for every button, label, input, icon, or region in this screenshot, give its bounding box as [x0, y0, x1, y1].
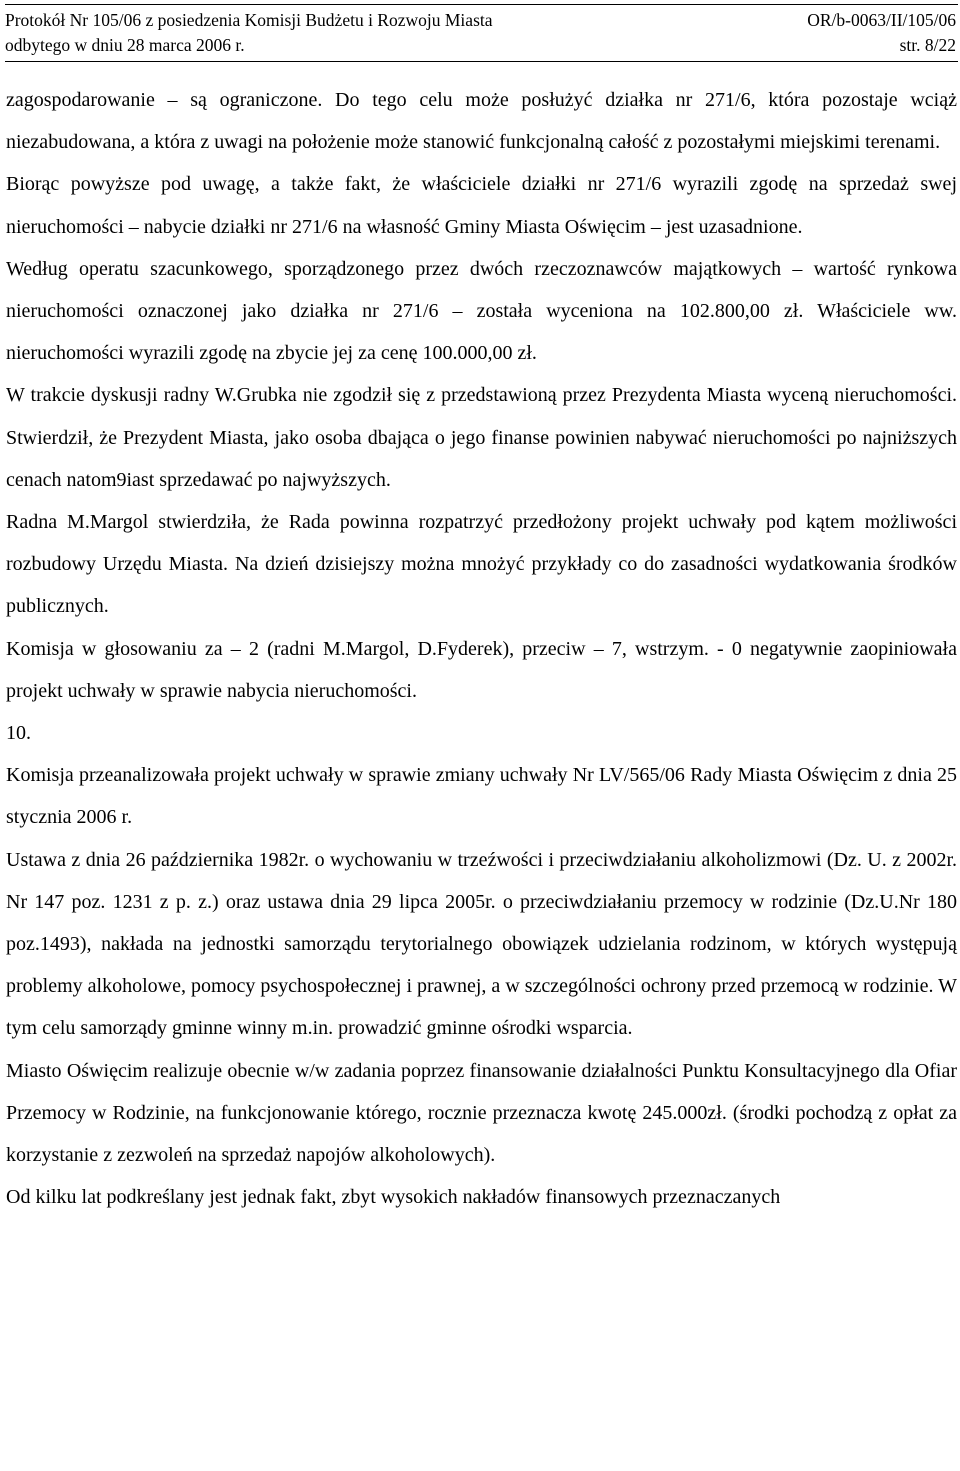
header-row-bottom	[5, 33, 958, 57]
meeting-date: odbytego w dniu 28 marca 2006 r.	[5, 35, 245, 55]
document-reference: OR/b-0063/II/105/06	[807, 10, 956, 30]
paragraph-discussion-grubka: W trakcie dyskusji radny W.Grubka nie zgodził się z przedstawioną przez Prezydenta Miasta wyceną nieruchomości. Stwierdził, że Prezydent Miasta, jako osoba dbająca o jego finanse powinien nabywać nieruchomości po najniższych cenach natom9iast sprzedawać po najwyższych.	[6, 384, 957, 491]
page-header	[5, 4, 958, 62]
page-number: str. 8/22	[899, 35, 956, 55]
document-body	[6, 79, 957, 1218]
document-title: Protokół Nr 105/06 z posiedzenia Komisji Budżetu i Rozwoju Miasta	[5, 10, 493, 30]
header-row-top	[5, 8, 958, 32]
paragraph-discussion-margol: Radna M.Margol stwierdziła, że Rada powinna rozpatrzyć przedłożony projekt uchwały pod kątem możliwości rozbudowy Urzędu Miasta. Na dzień dzisiejszy można mnożyć przykłady co do zasadności wydatkowania środków publicznych.	[6, 511, 957, 618]
paragraph-city-funding: Miasto Oświęcim realizuje obecnie w/w zadania poprzez finansowanie działalności Punktu Konsultacyjnego dla Ofiar Przemocy w Rodzinie, na funkcjonowanie którego, rocznie przeznacza kwotę 245.000zł. (środki pochodzą z opłat za korzystanie z zezwoleń na sprzedaż napojów alkoholowych).	[6, 1059, 957, 1167]
paragraph-land-use: zagospodarowanie – są ograniczone. Do tego celu może posłużyć działka nr 271/6, która pozostaje wciąż niezabudowana, a która z uwagi na położenie może stanowić funkcjonalną całość z pozostałymi miejskimi terenami.	[6, 89, 957, 154]
paragraph-resolution-analysis: Komisja przeanalizowała projekt uchwały w sprawie zmiany uchwały Nr LV/565/06 Rady Miasta Oświęcim z dnia 25 stycznia 2006 r.	[6, 764, 957, 829]
paragraph-legal-basis: Ustawa z dnia 26 października 1982r. o wychowaniu w trzeźwości i przeciwdziałaniu alkoholizmowi (Dz. U. z 2002r. Nr 147 poz. 1231 z p. z.) oraz ustawa dnia 29 lipca 2005r. o przeciwdziałaniu przemocy w rodzinie (Dz.U.Nr 180 poz.1493), nakłada na jednostki samorządu terytorialnego obowiązek udzielania rodzinom, w których występują problemy alkoholowe, pomocy psychospołecznej i prawnej, a w szczególności ochrony przed przemocą w rodzinie. W tym celu samorządy gminne winny m.in. prowadzić gminne ośrodki wsparcia.	[6, 848, 957, 1040]
paragraph-vote: Komisja w głosowaniu za – 2 (radni M.Margol, D.Fyderek), przeciw – 7, wstrzym. - 0 negatywnie zaopiniowała projekt uchwały w sprawie nabycia nieruchomości.	[6, 637, 957, 702]
section-number: 10.	[6, 722, 31, 745]
paragraph-justification: Biorąc powyższe pod uwagę, a także fakt, że właściciele działki nr 271/6 wyrazili zgodę na sprzedaż swej nieruchomości – nabycie działki nr 271/6 na własność Gminy Miasta Oświęcim – jest uzasadnione.	[6, 173, 957, 238]
paragraph-continuation: Od kilku lat podkreślany jest jednak fakt, zbyt wysokich nakładów finansowych przeznaczanych	[6, 1186, 781, 1209]
paragraph-valuation: Według operatu szacunkowego, sporządzonego przez dwóch rzeczoznawców majątkowych – wartość rynkowa nieruchomości oznaczonej jako działka nr 271/6 – została wyceniona na 102.800,00 zł. Właściciele ww. nieruchomości wyrazili zgodę na zbycie jej za cenę 100.000,00 zł.	[6, 257, 957, 365]
